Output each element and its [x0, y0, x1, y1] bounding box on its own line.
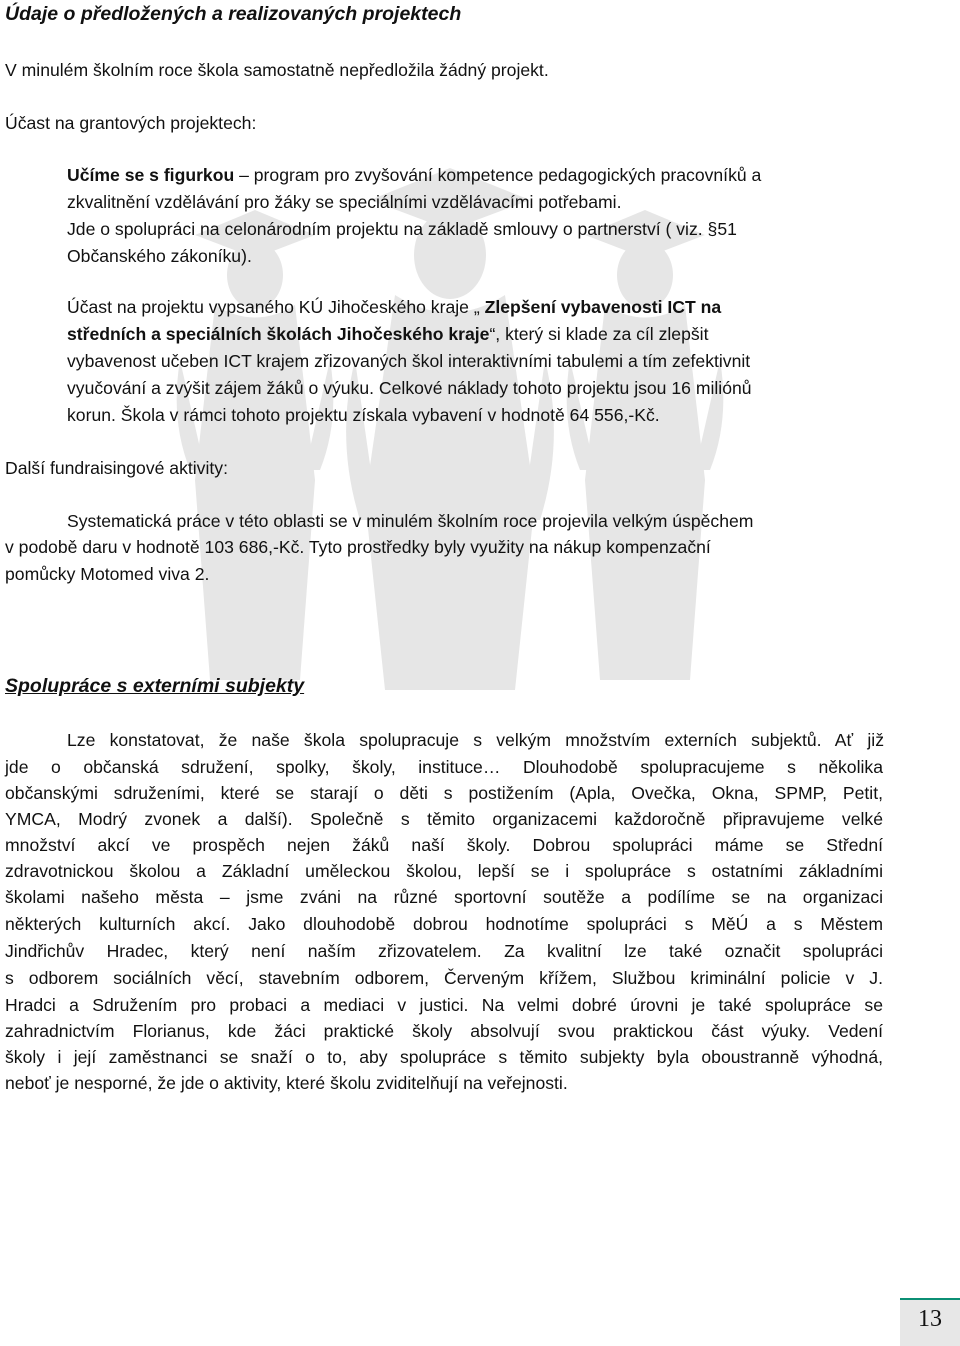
fundraising-line1: Systematická práce v této oblasti se v minulém školním roce projevila velkým úspěchem — [67, 511, 754, 531]
paragraph-grant-intro: Účast na grantových projektech: — [5, 113, 257, 133]
cooperation-line4: YMCA, Modrý zvonek a další). Společně s těmito organizacemi každoročně připravujeme velké — [5, 809, 883, 829]
project2-line1-text: Účast na projektu vypsaného KÚ Jihočeského kraje „ — [67, 297, 485, 317]
cooperation-line14: neboť je nesporné, že jde o aktivity, které školu zviditelňují na veřejnosti. — [5, 1073, 568, 1093]
project1-line1 — [67, 165, 761, 185]
project2-line3: vybavenost učeben ICT krajem zřizovaných škol interaktivními tabulemi a tím zefektivnit — [67, 351, 751, 371]
project1-title: Učíme se s figurkou — [67, 165, 235, 185]
paragraph-fundraising-intro: Další fundraisingové aktivity: — [5, 458, 228, 478]
cooperation-line9: Jindřichův Hradec, který není naším zřizovatelem. Za kvalitní lze také označit spolupráci — [5, 941, 883, 961]
project2-line4: vyučování a zvýšit zájem žáků o výuku. Celkové náklady tohoto projektu jsou 16 miliónů — [67, 378, 752, 398]
cooperation-line3: občanskými sdruženími, které se starají o děti s postižením (Apla, Ovečka, Okna, SPMP, Petit, — [5, 783, 883, 803]
fundraising-line3: pomůcky Motomed viva 2. — [5, 564, 210, 584]
cooperation-line2: jde o občanská sdružení, spolky, školy, instituce… Dlouhodobě spolupracujeme s několika — [5, 757, 883, 777]
cooperation-line10: s odborem sociálních věcí, stavebním odborem, Červeným křížem, Službou kriminální policie v J. — [5, 968, 883, 988]
cooperation-line13: školy i její zaměstnanci se snaží o to, aby spolupráce s těmito subjekty byla oboustranně výhodná, — [5, 1047, 883, 1067]
section-heading-cooperation: Spolupráce s externími subjekty — [5, 675, 305, 697]
project2-line5: korun. Škola v rámci tohoto projektu získala vybavení v hodnotě 64 556,-Kč. — [67, 405, 660, 425]
project2-line1 — [67, 297, 721, 317]
cooperation-line5: množství akcí ve prospěch nejen žáků naší školy. Dobrou spolupráci máme se Střední — [5, 835, 883, 855]
project2-title-part2: středních a speciálních školách Jihočeského kraje — [67, 324, 490, 344]
page-number: 13 — [918, 1306, 942, 1332]
project2-title-part1: Zlepšení vybavenosti ICT na — [484, 297, 722, 317]
project2-line2-text: “, který si klade za cíl zlepšit — [489, 324, 709, 344]
project1-line1-text: – program pro zvyšování kompetence pedagogických pracovníků a — [234, 165, 762, 185]
cooperation-line1: Lze konstatovat, že naše škola spolupracuje s velkým množstvím externích subjektů. Ať již — [67, 730, 884, 750]
cooperation-line8: některých kulturních akcí. Jako dlouhodobě dobrou hodnotíme spolupráci s MěÚ a s Městem — [5, 914, 883, 934]
project2-line2 — [67, 324, 708, 344]
paragraph-no-project: V minulém školním roce škola samostatně nepředložila žádný projekt. — [5, 60, 549, 80]
fundraising-line2: v podobě daru v hodnotě 103 686,-Kč. Tyto prostředky byly využity na nákup kompenzační — [5, 537, 711, 557]
project1-line2: zkvalitnění vzdělávání pro žáky se speciálními vzdělávacími potřebami. — [67, 192, 622, 212]
section-heading-projects: Údaje o předložených a realizovaných projektech — [5, 3, 462, 25]
cooperation-line12: zahradnictvím Florianus, kde žáci praktické školy absolvují svou praktickou část výuky. Vedení — [5, 1021, 883, 1041]
page-number-box — [900, 1298, 960, 1346]
project1-line4: Občanského zákoníku). — [67, 246, 252, 266]
cooperation-line11: Hradci a Sdružením pro probaci a mediaci v justici. Na velmi dobré úrovni je také spolupráce se — [5, 995, 883, 1015]
cooperation-line6: zdravotnickou školou a Základní uměleckou školou, lepší se i spolupráce s ostatními základními — [5, 861, 883, 881]
project1-line3: Jde o spolupráci na celonárodním projektu na základě smlouvy o partnerství ( viz. §51 — [67, 219, 737, 239]
cooperation-line7: školami našeho města – jsme zváni na různé sportovní soutěže a podílíme se na organizaci — [5, 887, 883, 907]
